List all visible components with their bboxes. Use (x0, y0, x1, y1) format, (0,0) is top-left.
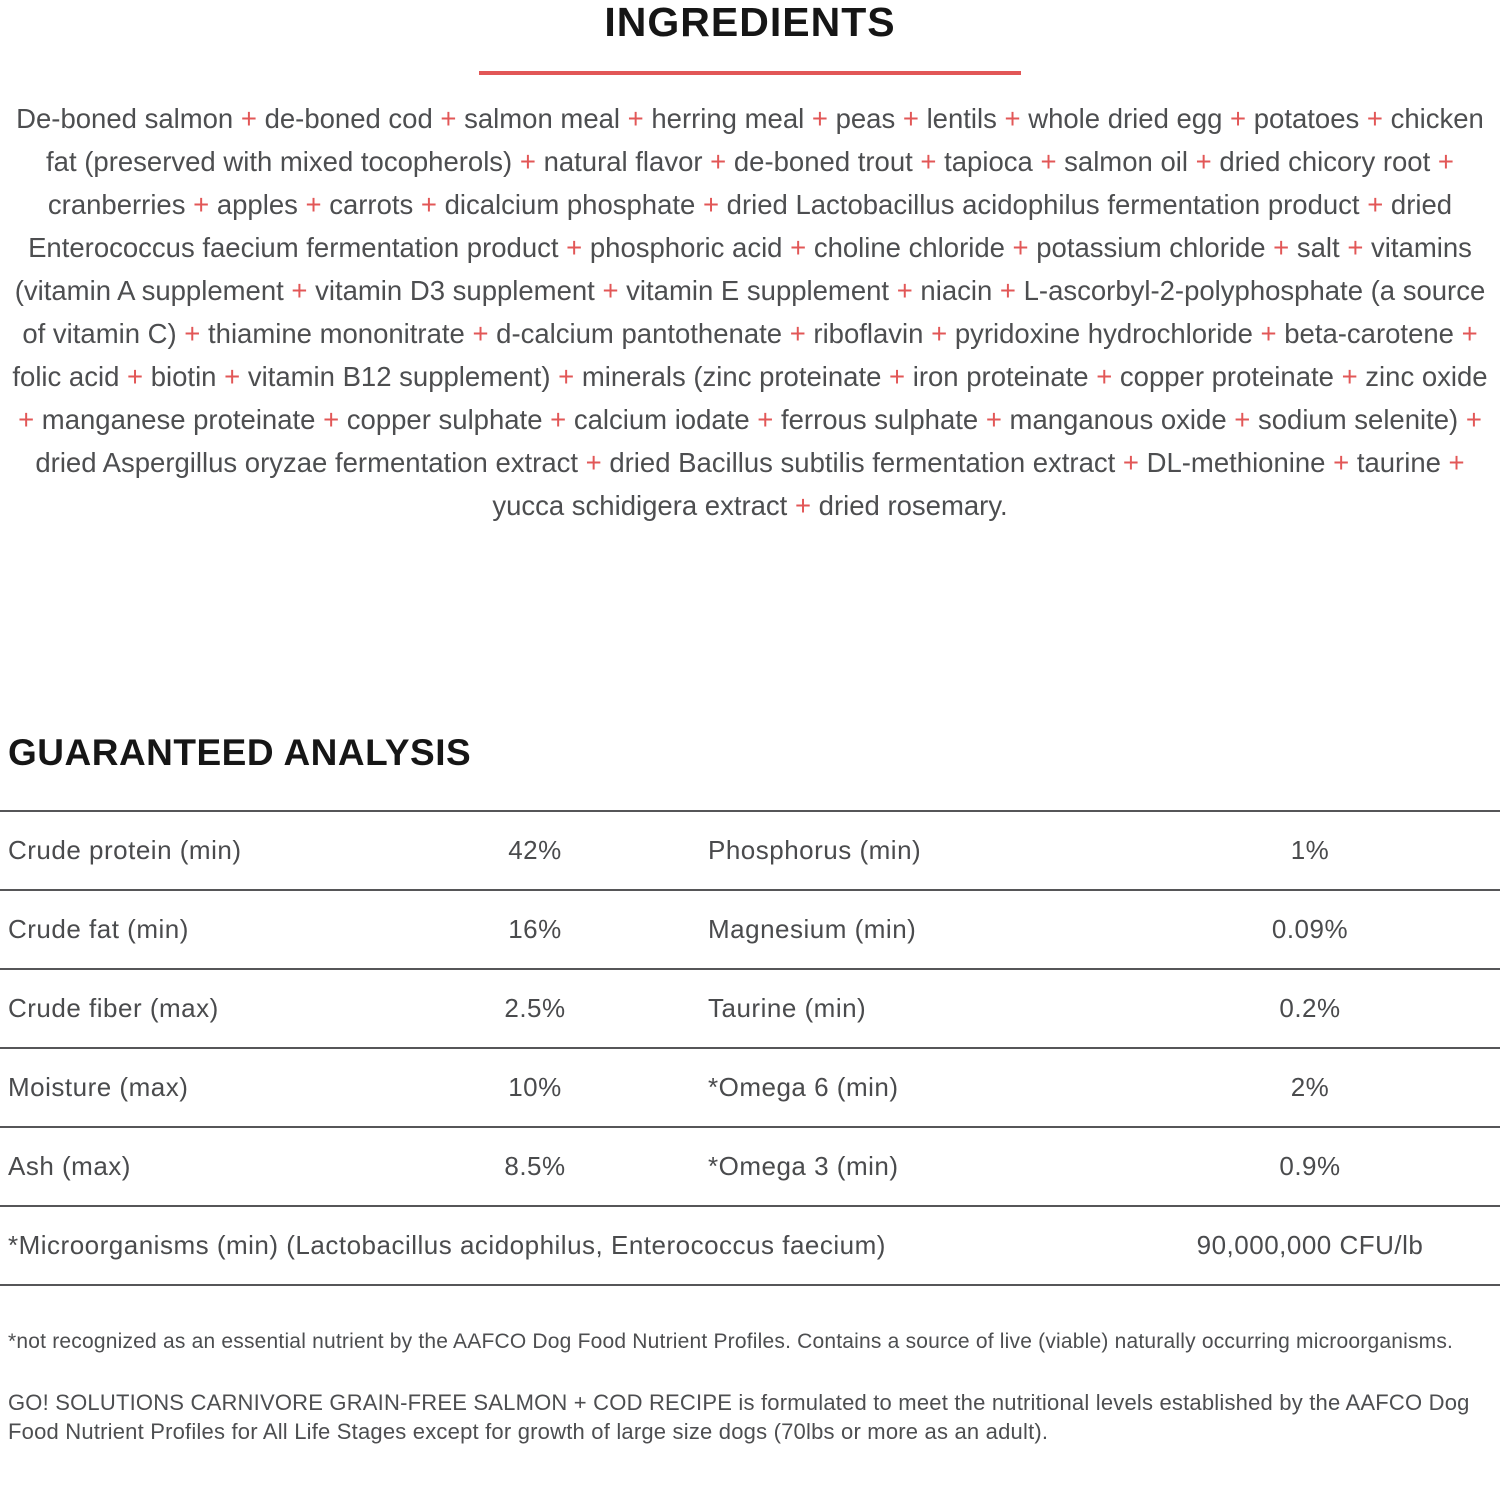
plus-separator: + (1252, 318, 1285, 349)
plus-separator: + (889, 275, 921, 306)
ingredients-title: INGREDIENTS (604, 0, 896, 45)
ingredient-item: natural flavor (543, 146, 703, 177)
analysis-row (0, 970, 1500, 1049)
plus-separator: + (881, 361, 913, 392)
plus-separator: + (1187, 146, 1220, 177)
ingredient-item: salmon oil (1064, 146, 1188, 177)
ingredient-item: yucca schidigera extract (492, 490, 788, 521)
analysis-left-label: Ash (max) (8, 1151, 131, 1181)
plus-separator: + (1339, 232, 1372, 263)
plus-separator: + (992, 275, 1024, 306)
ingredient-item: biotin (150, 361, 217, 392)
aafco-statement: GO! SOLUTIONS CARNIVORE GRAIN-FREE SALMON + COD RECIPE is formulated to meet the nutritional levels established by the AAFCO Dog Food Nutrient Profiles for All Life Stages except for growth of large size dogs (70lbs or more as an adult). (8, 1390, 1470, 1444)
plus-separator: + (176, 318, 209, 349)
ingredient-item: pyridoxine hydrochloride (954, 318, 1253, 349)
plus-separator: + (594, 275, 627, 306)
analysis-left-value: 2.5% (504, 993, 566, 1023)
ingredient-item: carrots (329, 189, 414, 220)
plus-separator: + (578, 447, 610, 478)
ingredient-item: salmon meal (464, 103, 621, 134)
ingredient-item: dried Bacillus subtilis fermentation extract (609, 447, 1116, 478)
guaranteed-analysis-title: GUARANTEED ANALYSIS (8, 732, 472, 773)
ingredient-item: riboflavin (813, 318, 924, 349)
ingredient-item: thiamine mononitrate (208, 318, 465, 349)
analysis-right-label: *Omega 3 (min) (708, 1151, 899, 1181)
analysis-right-value: 1% (1290, 835, 1330, 865)
plus-separator: + (620, 103, 652, 134)
plus-separator: + (1226, 404, 1258, 435)
ingredient-item: whole dried egg (1028, 103, 1223, 134)
analysis-row (0, 812, 1500, 891)
plus-separator: + (702, 146, 734, 177)
ingredient-item: vitamin B12 supplement) (247, 361, 551, 392)
ingredient-item: d-calcium pantothenate (496, 318, 783, 349)
ingredient-item: sodium selenite) (1257, 404, 1459, 435)
ingredient-item: calcium iodate (573, 404, 750, 435)
ingredient-item: choline chloride (813, 232, 1005, 263)
plus-separator: + (787, 490, 819, 521)
ingredient-item: tapioca (944, 146, 1033, 177)
ingredient-item: lentils (926, 103, 997, 134)
analysis-left-value: 8.5% (504, 1151, 566, 1181)
plus-separator: + (283, 275, 316, 306)
plus-separator: + (413, 189, 445, 220)
ingredient-item: vitamin E supplement (626, 275, 890, 306)
analysis-right-value: 2% (1290, 1072, 1330, 1102)
plus-separator: + (695, 189, 727, 220)
analysis-right-value: 0.9% (1279, 1151, 1341, 1181)
analysis-left-label: Crude fat (min) (8, 914, 189, 944)
plus-separator: + (297, 189, 330, 220)
analysis-rows-container (0, 812, 1500, 1207)
plus-separator: + (978, 404, 1010, 435)
ingredient-item: beta-carotene (1284, 318, 1454, 349)
plus-separator: + (912, 146, 945, 177)
plus-separator: + (1333, 361, 1366, 392)
ingredient-item: apples (216, 189, 298, 220)
plus-separator: + (1325, 447, 1357, 478)
plus-separator: + (1032, 146, 1065, 177)
plus-separator: + (749, 404, 781, 435)
analysis-left-label: Crude fiber (max) (8, 993, 219, 1023)
analysis-right-label: *Omega 6 (min) (708, 1072, 899, 1102)
plus-separator: + (315, 404, 347, 435)
ingredient-item: minerals (zinc proteinate (581, 361, 882, 392)
guaranteed-analysis-table (0, 810, 1500, 1286)
plus-separator: + (996, 103, 1029, 134)
plus-separator: + (1430, 146, 1454, 177)
ingredient-item: dried Aspergillus oryzae fermentation extract (35, 447, 579, 478)
ingredient-item: niacin (920, 275, 993, 306)
ingredient-item: DL-methionine (1146, 447, 1326, 478)
ingredient-item: de-boned trout (733, 146, 913, 177)
plus-separator: + (216, 361, 248, 392)
analysis-left-value: 16% (508, 914, 562, 944)
plus-separator: + (1088, 361, 1120, 392)
ingredient-item: peas (835, 103, 896, 134)
plus-separator: + (1004, 232, 1037, 263)
ingredient-item: salt (1296, 232, 1340, 263)
analysis-right-label: Taurine (min) (708, 993, 867, 1023)
plus-separator: + (1458, 404, 1482, 435)
analysis-left-label: Crude protein (min) (8, 835, 242, 865)
plus-separator: + (1453, 318, 1478, 349)
analysis-right-value: 0.09% (1271, 914, 1349, 944)
plus-separator: + (432, 103, 465, 134)
plus-separator: + (550, 361, 582, 392)
ingredient-item: zinc oxide (1365, 361, 1488, 392)
plus-separator: + (512, 146, 544, 177)
analysis-right-label: Phosphorus (min) (708, 835, 922, 865)
analysis-row (0, 891, 1500, 970)
analysis-left-value: 42% (508, 835, 562, 865)
microorganisms-row (0, 1207, 1500, 1286)
plus-separator: + (1359, 103, 1391, 134)
ingredient-item: chicken fat (preserved with mixed tocopherols) (46, 103, 1484, 177)
ingredient-item: vitamins (vitamin A supplement (14, 232, 1472, 306)
ingredient-item: potassium chloride (1036, 232, 1266, 263)
ingredient-item: taurine (1356, 447, 1441, 478)
plus-separator: + (464, 318, 497, 349)
ingredient-item: dried Lactobacillus acidophilus fermentation product (726, 189, 1360, 220)
red-divider (479, 71, 1021, 75)
plus-separator: + (1115, 447, 1147, 478)
ingredient-item: dicalcium phosphate (444, 189, 696, 220)
plus-separator: + (558, 232, 590, 263)
ingredient-item: phosphoric acid (589, 232, 783, 263)
ingredients-text (0, 97, 1500, 527)
plus-separator: + (1222, 103, 1254, 134)
ingredient-item: dried chicory root (1219, 146, 1431, 177)
ingredient-item: L-ascorbyl-2-polyphosphate (a source of vitamin C) (22, 275, 1486, 349)
ingredient-item: copper sulphate (346, 404, 543, 435)
plus-separator: + (782, 232, 814, 263)
ingredient-item: manganese proteinate (41, 404, 316, 435)
plus-separator: + (542, 404, 574, 435)
plus-separator: + (1359, 189, 1391, 220)
plus-separator: + (18, 404, 42, 435)
analysis-row (0, 1128, 1500, 1207)
plus-separator: + (895, 103, 927, 134)
ingredient-item: potatoes (1253, 103, 1360, 134)
ingredient-item: cranberries (47, 189, 186, 220)
ingredient-item: herring meal (651, 103, 805, 134)
ingredient-item: copper proteinate (1119, 361, 1334, 392)
analysis-right-value: 0.2% (1279, 993, 1341, 1023)
analysis-left-value: 10% (508, 1072, 562, 1102)
plus-separator: + (119, 361, 151, 392)
ingredient-item: iron proteinate (912, 361, 1089, 392)
plus-separator: + (1440, 447, 1465, 478)
plus-separator: + (923, 318, 955, 349)
analysis-left-label: Moisture (max) (8, 1072, 189, 1102)
asterisk-footnote: *not recognized as an essential nutrient by the AAFCO Dog Food Nutrient Profiles. Contains a source of live (viable) naturally occurring microorganisms. (8, 1330, 1454, 1353)
plus-separator: + (233, 103, 265, 134)
plus-separator: + (782, 318, 814, 349)
microorganisms-value: 90,000,000 CFU/lb (1196, 1230, 1424, 1260)
ingredient-item: ferrous sulphate (780, 404, 979, 435)
analysis-right-label: Magnesium (min) (708, 914, 917, 944)
ingredient-item: De-boned salmon (16, 103, 234, 134)
ingredient-item: folic acid (12, 361, 120, 392)
analysis-row (0, 1049, 1500, 1128)
plus-separator: + (1265, 232, 1297, 263)
ingredient-item: dried Enterococcus faecium fermentation product (28, 189, 1453, 263)
ingredient-item: de-boned cod (264, 103, 433, 134)
microorganisms-label: *Microorganisms (min) (Lactobacillus acidophilus, Enterococcus faecium) (8, 1230, 886, 1260)
plus-separator: + (804, 103, 836, 134)
ingredient-item: vitamin D3 supplement (315, 275, 595, 306)
ingredient-item: manganous oxide (1009, 404, 1227, 435)
plus-separator: + (185, 189, 217, 220)
ingredient-item: dried rosemary. (818, 490, 1008, 521)
